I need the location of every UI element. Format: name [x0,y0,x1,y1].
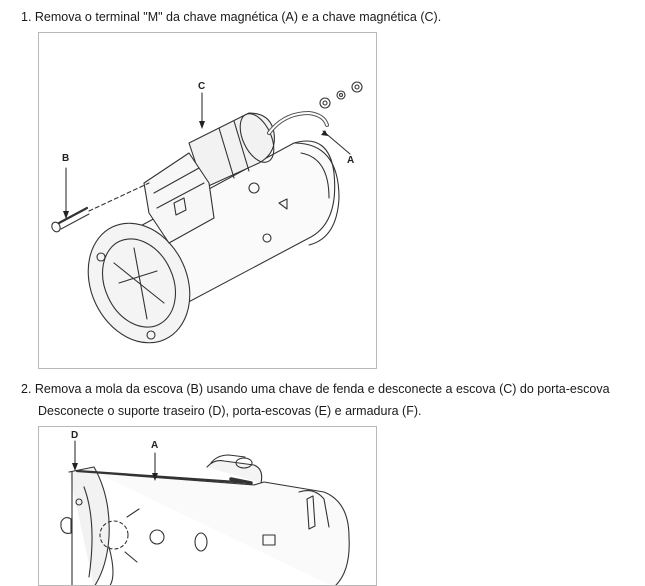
step-2-subtext: Desconecte o suporte traseiro (D), porta-escovas (E) e armadura (F). [38,404,422,418]
label-d: D [71,430,79,441]
armature-illustration [39,427,377,586]
step-1-figure [38,32,377,369]
starter-motor-illustration [39,33,377,369]
label-a: A [347,155,355,166]
step-2-text: 2. Remova a mola da escova (B) usando uma chave de fenda e desconecte a escova (C) do porta-escova [21,382,610,396]
label-a: A [151,440,159,451]
label-b: B [62,153,70,164]
step-2-figure [38,426,377,586]
step-1-text: 1. Remova o terminal "M" da chave magnética (A) e a chave magnética (C). [21,10,442,24]
label-c: C [198,81,206,92]
